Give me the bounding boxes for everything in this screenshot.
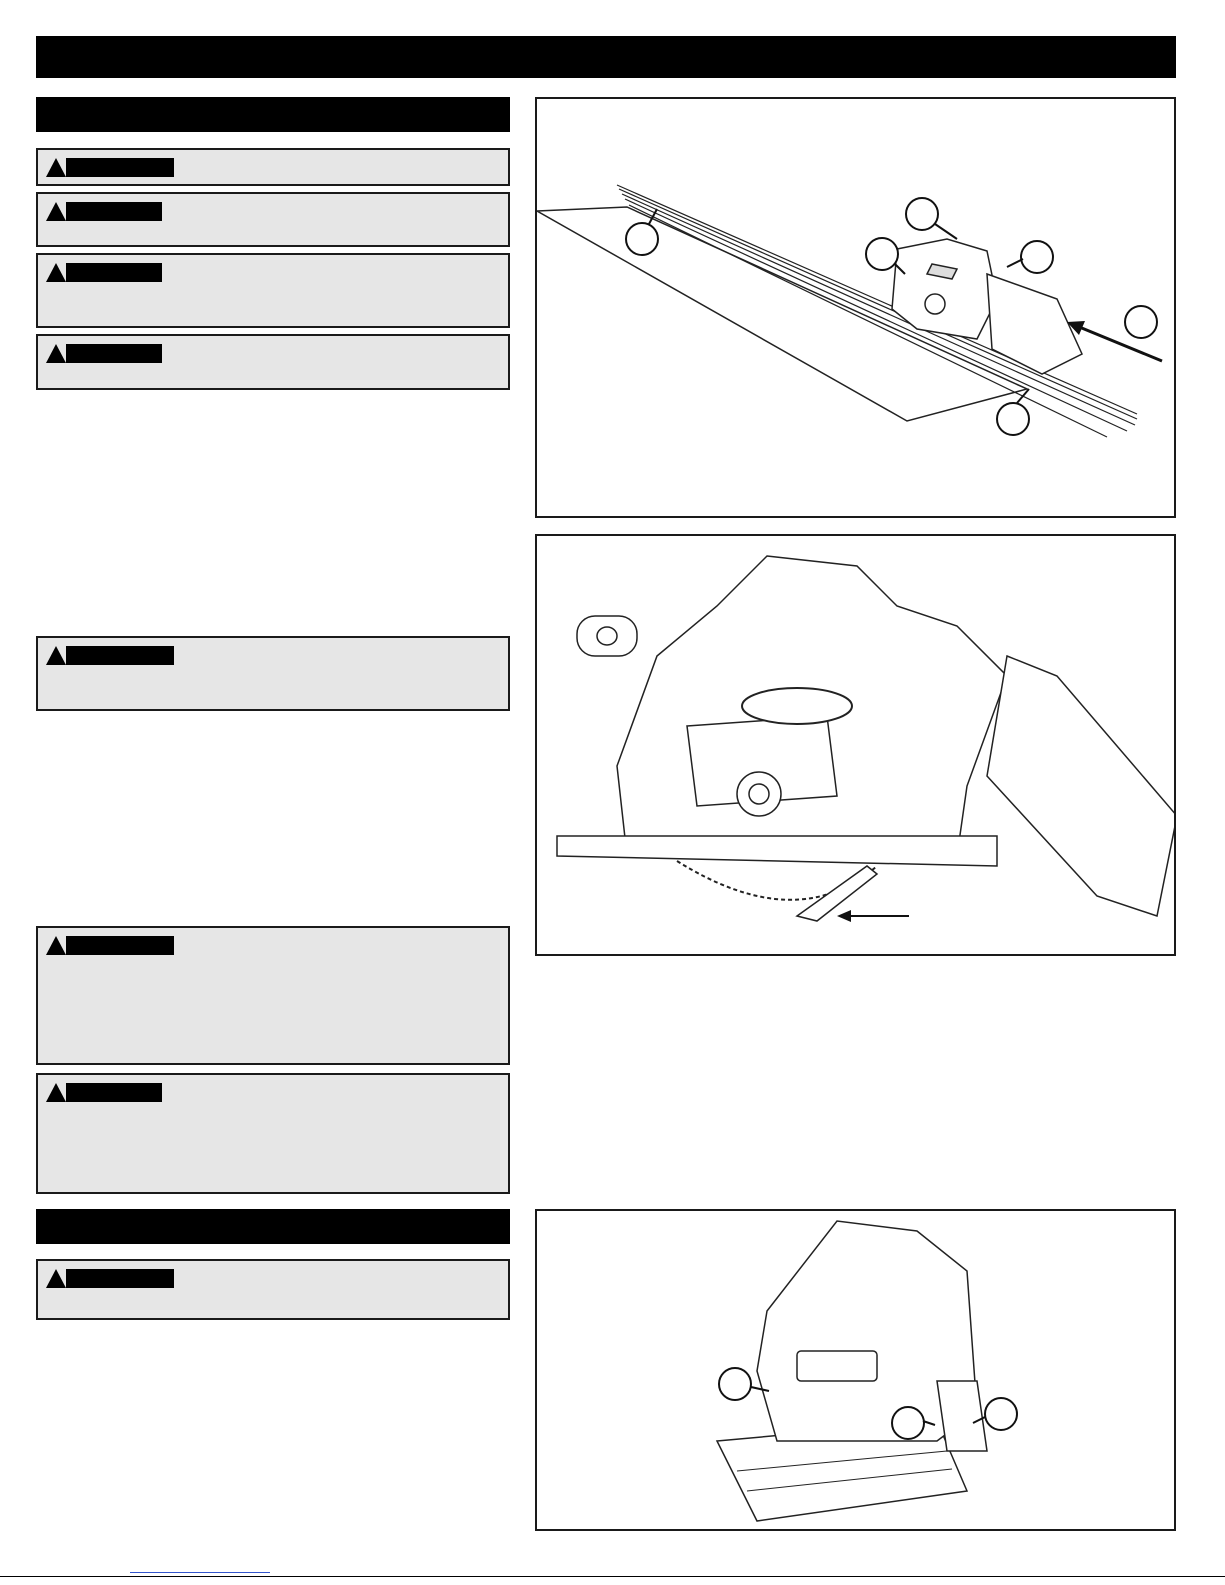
- warning-box-6: [36, 926, 510, 1065]
- footer-rule: [0, 1576, 1225, 1577]
- warning-triangle-icon: [46, 263, 66, 282]
- section-header-1: [36, 97, 510, 132]
- warning-label: [66, 344, 162, 363]
- saw-front-view-illustration: [537, 1211, 1174, 1529]
- warning-box-1: [36, 148, 510, 186]
- warning-label: [66, 1083, 162, 1102]
- warning-badge: [46, 1269, 174, 1288]
- figure-saw-on-rail: [535, 97, 1176, 518]
- warning-triangle-icon: [46, 646, 66, 665]
- warning-label: [66, 936, 174, 955]
- saw-body-side: [557, 556, 1174, 916]
- warning-box-7: [36, 1073, 510, 1194]
- callout-circle: [866, 238, 898, 270]
- splinter-guard: [797, 866, 877, 921]
- callout-circle: [719, 1368, 751, 1400]
- warning-label: [66, 202, 162, 221]
- saw-side-view-illustration: [537, 536, 1174, 954]
- saw-on-rail-illustration: [537, 99, 1174, 516]
- warning-badge: [46, 646, 174, 665]
- warning-triangle-icon: [46, 202, 66, 221]
- warning-label: [66, 158, 174, 177]
- callout-circle: [1021, 241, 1053, 273]
- footer-link-underline[interactable]: [130, 1572, 270, 1573]
- figure-saw-side-view: [535, 534, 1176, 956]
- warning-label: [66, 1269, 174, 1288]
- warning-triangle-icon: [46, 158, 66, 177]
- warning-badge: [46, 158, 174, 177]
- arrow-head-icon: [837, 910, 851, 922]
- warning-triangle-icon: [46, 344, 66, 363]
- section-header-2: [36, 1209, 510, 1244]
- warning-label: [66, 263, 162, 282]
- callout-circle: [985, 1398, 1017, 1430]
- warning-box-8: [36, 1259, 510, 1320]
- callout-circle: [626, 223, 658, 255]
- warning-badge: [46, 344, 162, 363]
- warning-triangle-icon: [46, 1269, 66, 1288]
- warning-triangle-icon: [46, 1083, 66, 1102]
- warning-badge: [46, 936, 174, 955]
- warning-badge: [46, 202, 162, 221]
- callout-circle: [892, 1407, 924, 1439]
- warning-label: [66, 646, 174, 665]
- page-header-bar: [36, 36, 1176, 78]
- warning-badge: [46, 263, 162, 282]
- callout-circle: [906, 198, 938, 230]
- brand-logo-icon: [742, 688, 852, 724]
- warning-triangle-icon: [46, 936, 66, 955]
- saw-body-front: [717, 1221, 987, 1521]
- callout-circle: [997, 403, 1029, 435]
- warning-box-2: [36, 192, 510, 247]
- warning-box-3: [36, 253, 510, 328]
- warning-box-5: [36, 636, 510, 711]
- figure-saw-front-view: [535, 1209, 1176, 1531]
- callout-circle: [1125, 306, 1157, 338]
- warning-box-4: [36, 334, 510, 390]
- warning-badge: [46, 1083, 162, 1102]
